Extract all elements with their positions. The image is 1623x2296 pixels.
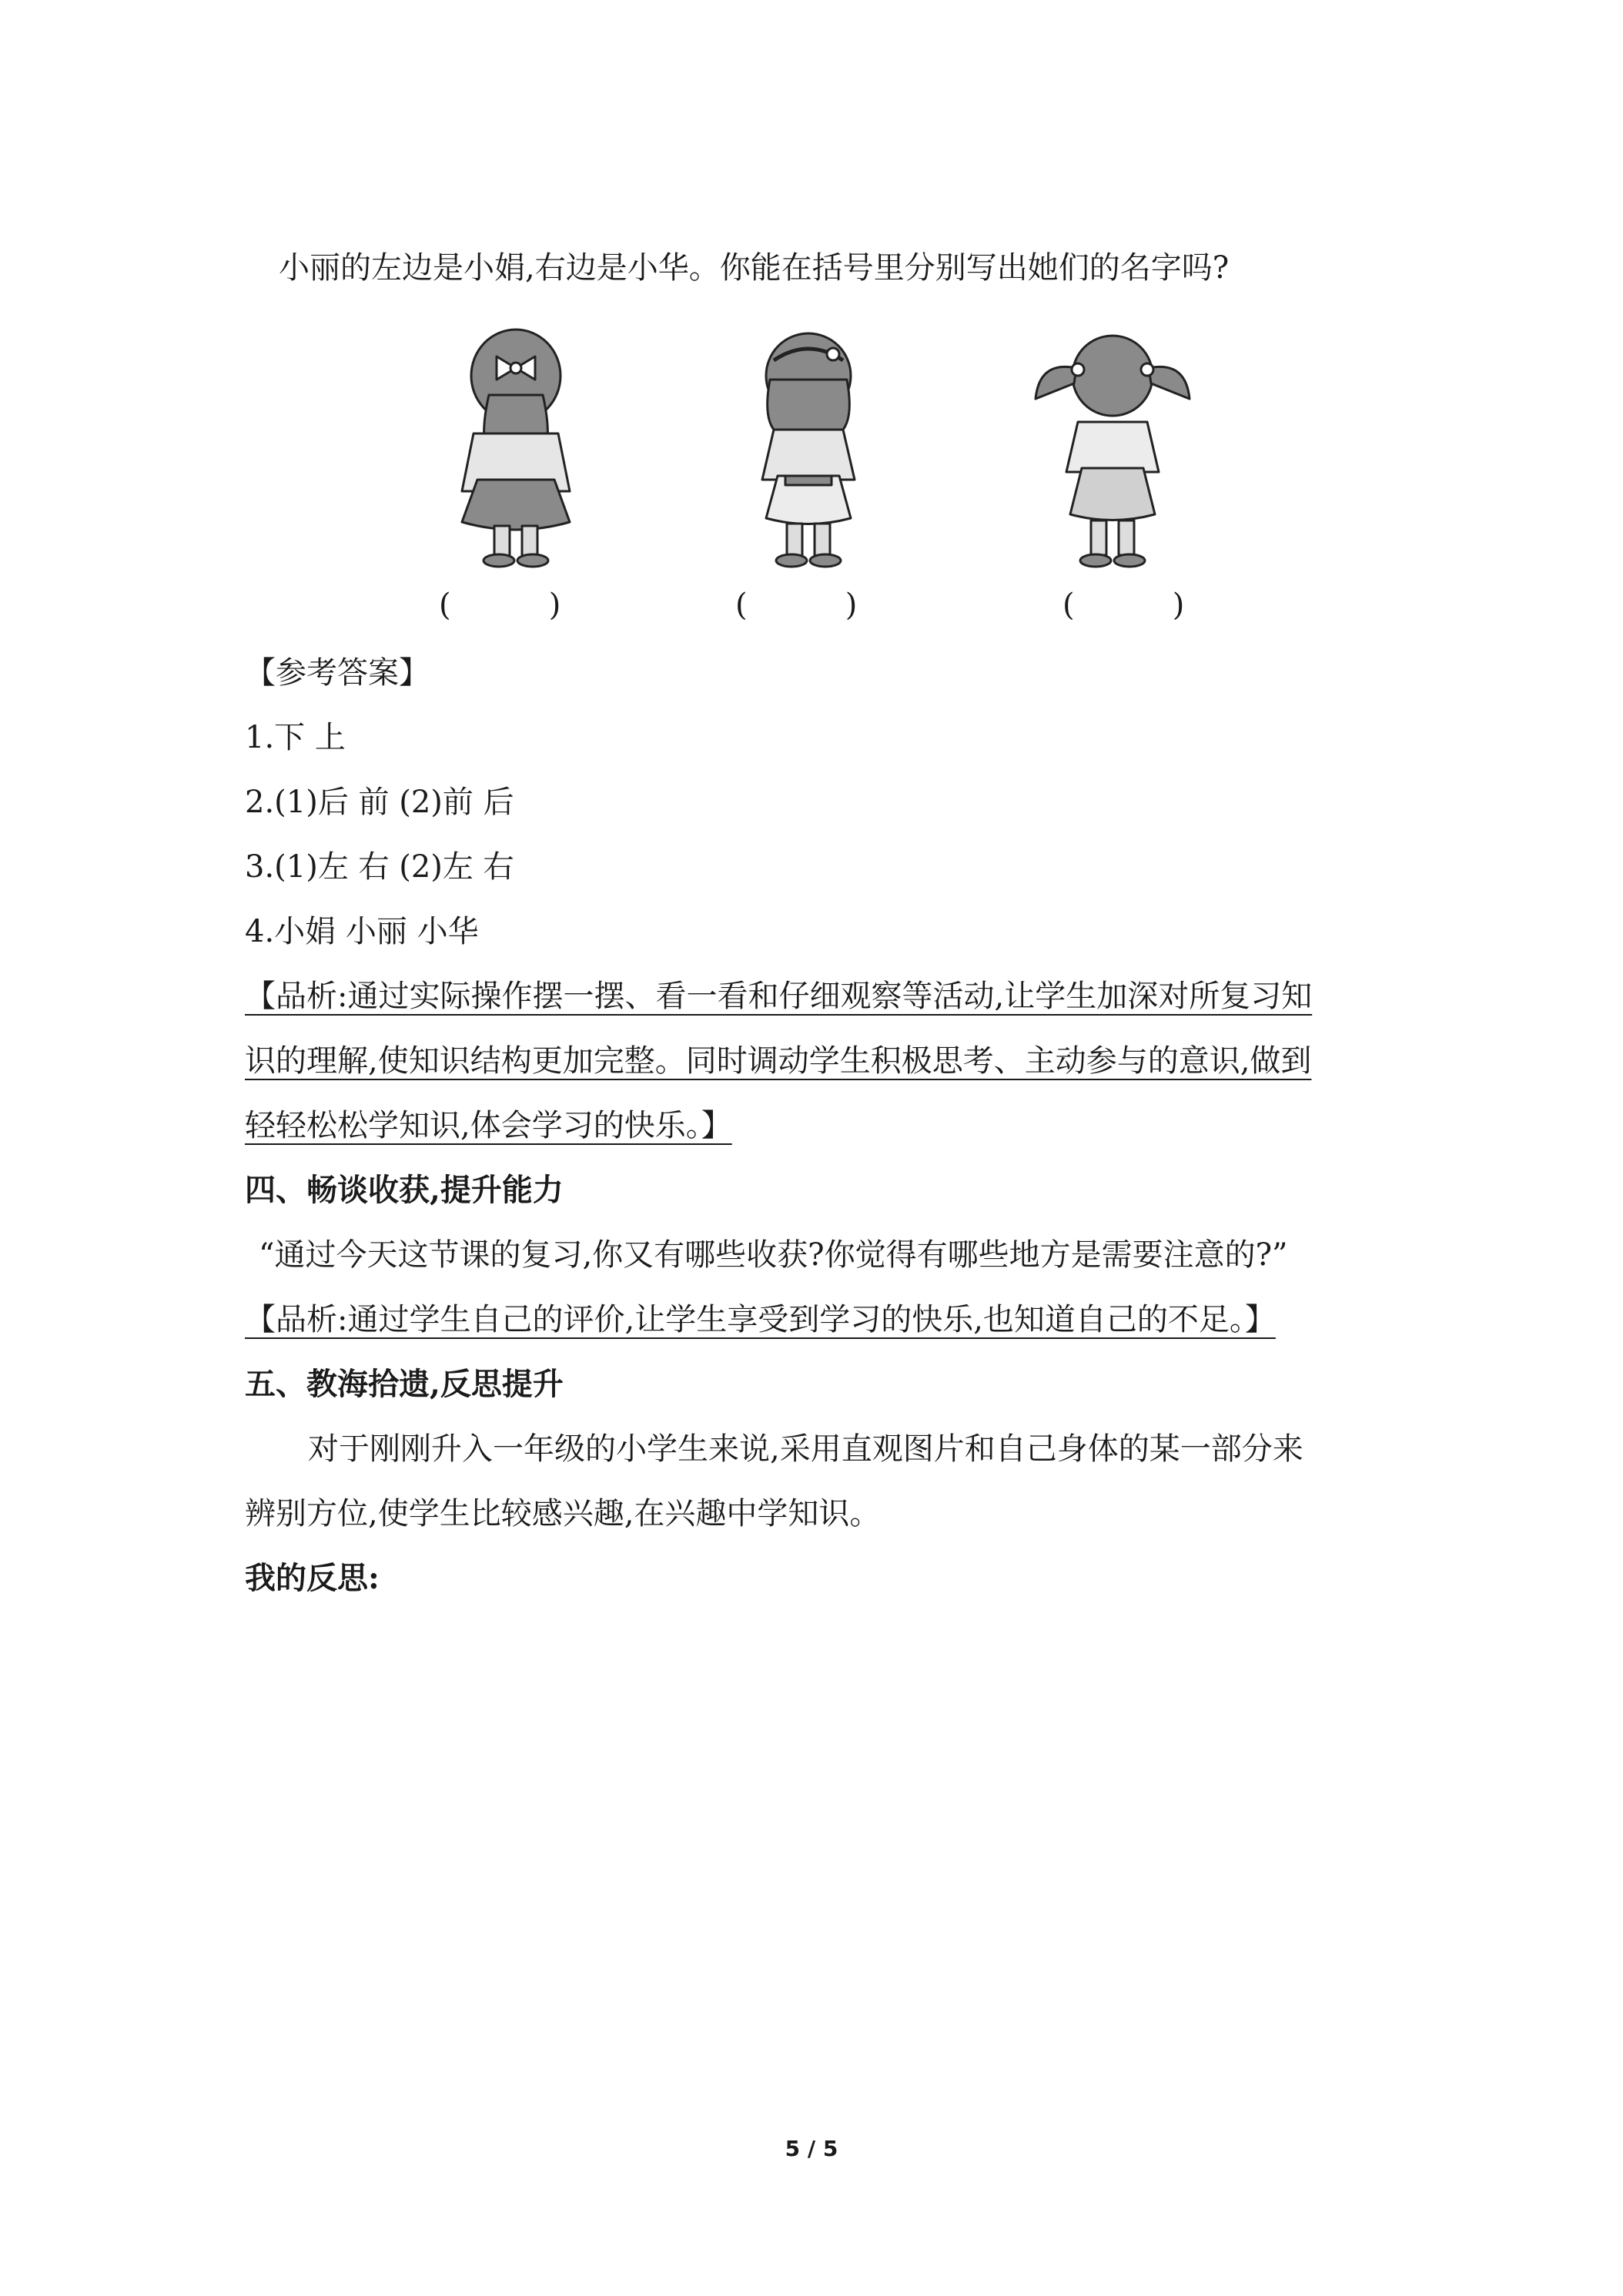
analysis-line-3: 轻轻松松学知识,体会学习的快乐。】 — [245, 1108, 732, 1143]
page-number: 5 / 5 — [785, 2136, 838, 2161]
section-5-paragraph-line-2: 辨别方位,使学生比较感兴趣,在兴趣中学知识。 — [245, 1496, 881, 1531]
answer-blank-2[interactable]: ( ) — [735, 587, 858, 623]
section-4-heading: 四、畅谈收获,提升能力 — [245, 1172, 564, 1208]
section-5-heading: 五、教海拾遗,反思提升 — [245, 1366, 564, 1402]
girl-with-headband-back-view-icon — [739, 322, 878, 568]
answer-item-4: 4.小娟 小丽 小华 — [245, 914, 479, 949]
section-5-paragraph-line-1: 对于刚刚升入一年级的小学生来说,采用直观图片和自己身体的某一部分来 — [308, 1431, 1303, 1467]
analysis-line-1: 【品析:通过实际操作摆一摆、看一看和仔细观察等活动,让学生加深对所复习知 — [245, 979, 1313, 1014]
girl-with-pigtails-back-view-icon — [1032, 322, 1193, 568]
answers-heading: 【参考答案】 — [245, 655, 430, 691]
answer-item-2: 2.(1)后 前 (2)前 后 — [245, 785, 514, 820]
answer-blank-1[interactable]: ( ) — [439, 587, 561, 623]
section-4-quote: “通过今天这节课的复习,你又有哪些收获?你觉得有哪些地方是需要注意的?” — [259, 1237, 1288, 1273]
analysis-line-2: 识的理解,使知识结构更加完整。同时调动学生积极思考、主动参与的意识,做到 — [245, 1043, 1312, 1079]
girl-with-bow-back-view-icon — [447, 322, 585, 568]
answer-item-3: 3.(1)左 右 (2)左 右 — [245, 849, 514, 885]
section-4-analysis: 【品析:通过学生自己的评价,让学生享受到学习的快乐,也知道自己的不足。】 — [245, 1302, 1276, 1337]
answer-item-1: 1.下 上 — [245, 720, 346, 755]
question-text: 小丽的左边是小娟,右边是小华。你能在括号里分别写出她们的名字吗? — [279, 250, 1230, 286]
reflection-label: 我的反思: — [245, 1560, 380, 1596]
answer-blank-3[interactable]: ( ) — [1062, 587, 1185, 623]
